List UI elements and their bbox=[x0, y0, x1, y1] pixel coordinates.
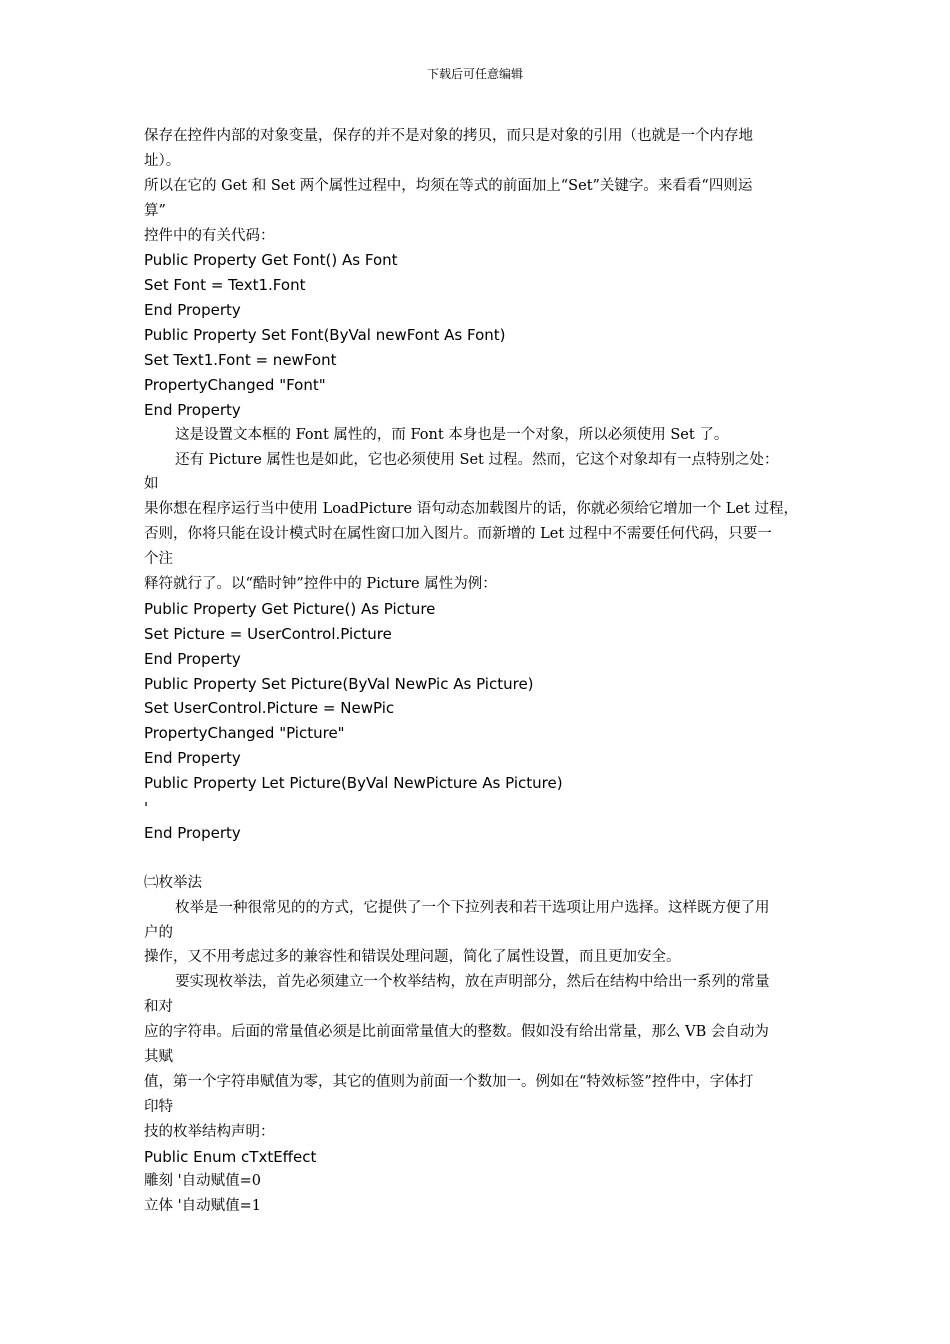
text-line: 如 bbox=[144, 476, 159, 493]
text-line: 技的枚举结构声明： bbox=[144, 1123, 275, 1140]
code-line: Public Property Set Picture(ByVal NewPic As Picture) bbox=[144, 674, 534, 693]
code-line: Set Font = Text1.Font bbox=[144, 276, 306, 295]
code-line: Set Picture = UserControl.Picture bbox=[144, 624, 392, 643]
text-line: 和对 bbox=[144, 999, 173, 1016]
text-line: 值，第一个字符串赋值为零，其它的值则为前面一个数加一。例如在“特效标签”控件中，字体打 bbox=[144, 1073, 754, 1090]
code-line: 立体 '自动赋值=1 bbox=[144, 1198, 261, 1215]
text-line: 其赋 bbox=[144, 1048, 173, 1065]
text-line: 果你想在程序运行当中使用 LoadPicture 语句动态加载图片的话，你就必须给它增加一个 Let 过程， bbox=[144, 501, 798, 518]
document-body bbox=[144, 124, 809, 1219]
text-line: 所以在它的 Get 和 Set 两个属性过程中，均须在等式的前面加上“Set”关键字。来看看“四则运 bbox=[144, 177, 753, 194]
code-line: Set UserControl.Picture = NewPic bbox=[144, 699, 395, 718]
text-line: 还有 Picture 属性也是如此，它也必须使用 Set 过程。然而，它这个对象却有一点特别之处： bbox=[175, 451, 779, 468]
section-heading: ㈡枚举法 bbox=[144, 874, 202, 891]
page-header: 下载后可任意编辑 bbox=[426, 67, 523, 81]
text-line: 要实现枚举法，首先必须建立一个枚举结构，放在声明部分，然后在结构中给出一系列的常量 bbox=[175, 974, 770, 991]
code-line: End Property bbox=[144, 823, 241, 842]
text-line: 户的 bbox=[144, 924, 173, 941]
code-line: Set Text1.Font = newFont bbox=[144, 351, 337, 370]
text-line: 印特 bbox=[144, 1098, 173, 1115]
text-line: 个注 bbox=[144, 551, 173, 568]
code-line: 雕刻 '自动赋值=0 bbox=[144, 1173, 261, 1190]
code-line: Public Property Set Font(ByVal newFont As Font) bbox=[144, 326, 506, 345]
text-line: 保存在控件内部的对象变量，保存的并不是对象的拷贝，而只是对象的引用（也就是一个内存地 bbox=[144, 128, 753, 144]
text-line: 址）。 bbox=[144, 152, 181, 169]
code-line: End Property bbox=[144, 649, 241, 668]
code-line: Public Enum cTxtEffect bbox=[144, 1147, 317, 1166]
code-line: Public Property Get Font() As Font bbox=[144, 251, 398, 270]
blank-line bbox=[144, 846, 809, 871]
code-line: End Property bbox=[144, 749, 241, 768]
text-line: 应的字符串。后面的常量值必须是比前面常量值大的整数。假如没有给出常量，那么 VB 会自动为 bbox=[144, 1024, 769, 1041]
code-line: Public Property Let Picture(ByVal NewPicture As Picture) bbox=[144, 774, 563, 793]
code-line: End Property bbox=[144, 301, 241, 320]
code-line: ' bbox=[144, 799, 149, 818]
text-line: 否则，你将只能在设计模式时在属性窗口加入图片。而新增的 Let 过程中不需要任何代码，只要一 bbox=[144, 526, 772, 543]
code-line: PropertyChanged "Picture" bbox=[144, 724, 345, 743]
text-line: 枚举是一种很常见的的方式，它提供了一个下拉列表和若干选项让用户选择。这样既方便了用 bbox=[175, 899, 770, 916]
text-line: 操作，又不用考虑过多的兼容性和错误处理问题，简化了属性设置，而且更加安全。 bbox=[144, 949, 681, 966]
text-line: 算” bbox=[144, 202, 166, 219]
text-line: 这是设置文本框的 Font 属性的，而 Font 本身也是一个对象，所以必须使用 Set 了。 bbox=[175, 426, 729, 443]
text-line: 释符就行了。以“酷时钟”控件中的 Picture 属性为例： bbox=[144, 576, 497, 593]
code-line: Public Property Get Picture() As Picture bbox=[144, 599, 436, 618]
code-line: End Property bbox=[144, 400, 241, 419]
code-line: PropertyChanged "Font" bbox=[144, 375, 326, 394]
text-line: 控件中的有关代码： bbox=[144, 227, 275, 244]
